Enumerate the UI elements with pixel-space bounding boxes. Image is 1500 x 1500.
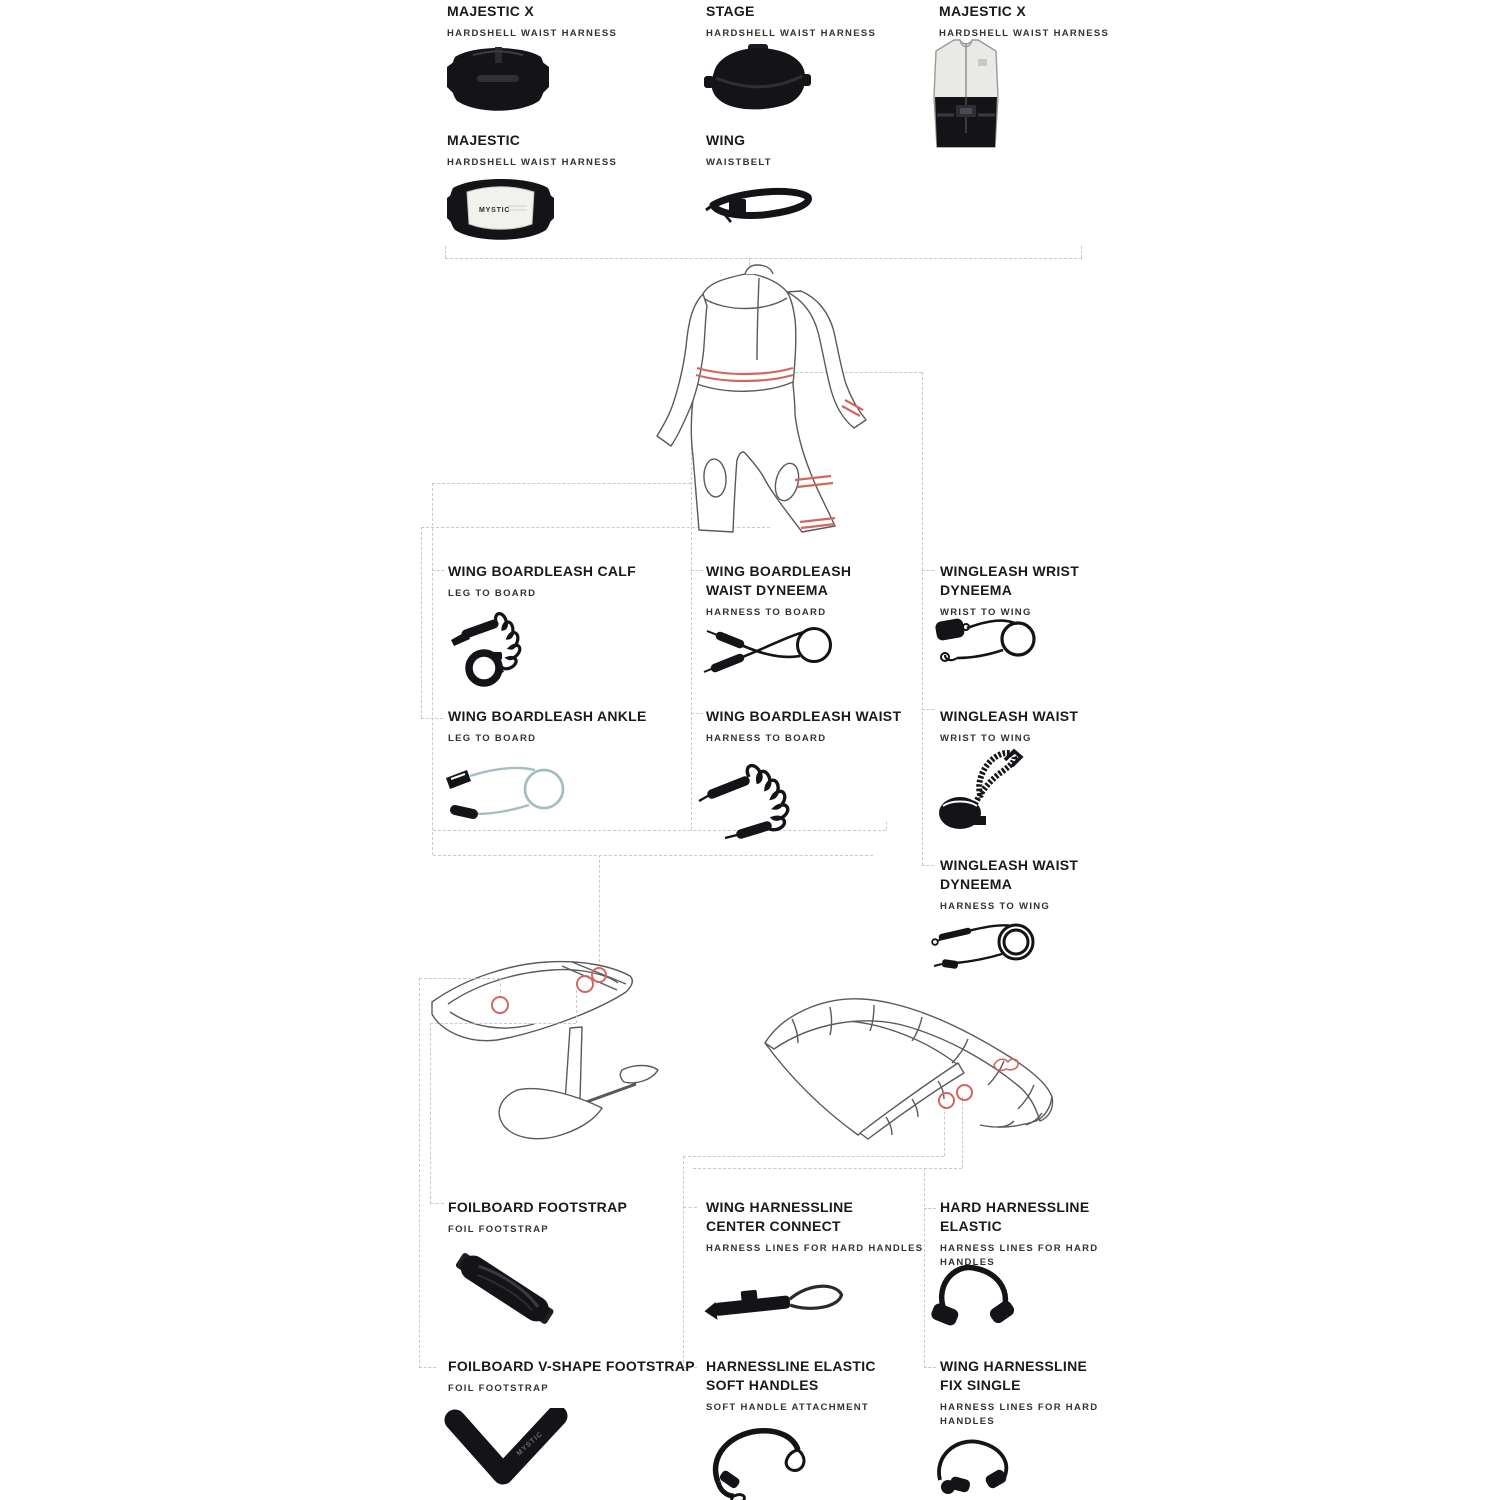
- connector-tick-fix-single: [924, 1367, 936, 1368]
- connector-tick-up-right: [886, 822, 887, 830]
- product-subtitle: FOIL FOOTSTRAP: [448, 1224, 549, 1235]
- connector-tick-ankle: [421, 718, 443, 719]
- product-title: WINGLEASH WAIST DYNEEMA: [940, 857, 1079, 892]
- connector-board-riser-b: [576, 990, 577, 1023]
- product-wingleash-wrist-dyneema[interactable]: [940, 562, 1110, 620]
- connector-rail-left-outer: [421, 527, 422, 718]
- connector-tick-waist-dyneema: [691, 570, 703, 571]
- product-subtitle: HARDSHELL WAIST HARNESS: [939, 28, 1110, 39]
- product-wing-waistbelt-image[interactable]: [703, 175, 818, 227]
- product-subtitle: LEG TO BOARD: [448, 588, 537, 599]
- product-majestic[interactable]: [447, 131, 657, 170]
- connector-rail-harnessline-mid: [683, 1156, 684, 1368]
- product-subtitle: HARDSHELL WAIST HARNESS: [447, 157, 618, 168]
- product-harnessline-center-connect-image[interactable]: [698, 1270, 848, 1335]
- product-title: FOILBOARD V-SHAPE FOOTSTRAP: [448, 1358, 695, 1374]
- connector-harnesses-row: [445, 258, 1082, 259]
- product-boardleash-waist-image[interactable]: [695, 745, 850, 841]
- majestic-brand-text: MYSTIC: [479, 207, 511, 214]
- product-title: STAGE: [706, 3, 755, 19]
- product-wing-boardleash-ankle[interactable]: [448, 707, 678, 746]
- product-foilboard-footstrap-image[interactable]: [445, 1240, 565, 1335]
- product-subtitle: HARDSHELL WAIST HARNESS: [447, 28, 618, 39]
- product-title: MAJESTIC X: [447, 3, 535, 19]
- product-title: WING BOARDLEASH ANKLE: [448, 708, 647, 724]
- product-wing-boardleash-waist-dyneema[interactable]: [706, 562, 936, 620]
- product-title: WING BOARDLEASH WAIST DYNEEMA: [706, 563, 852, 598]
- product-boardleash-ankle-image[interactable]: [443, 748, 573, 833]
- foilboard-illustration: [412, 952, 727, 1167]
- product-wing-harnessline-fix-single[interactable]: [940, 1357, 1125, 1429]
- product-harnessline-soft-handles-image[interactable]: [700, 1418, 820, 1500]
- connector-tick-wingleash-waist-dyneema: [922, 865, 934, 866]
- product-wingleash-waist-image[interactable]: [933, 742, 1028, 837]
- product-wingleash-waist-dyneema[interactable]: [940, 856, 1110, 914]
- wing-illustration: [752, 985, 1107, 1180]
- product-title: WING BOARDLEASH CALF: [448, 563, 636, 579]
- product-subtitle: HARNESS LINES FOR HARD HANDLES: [706, 1243, 924, 1254]
- product-wing-harnessline-center-connect[interactable]: [706, 1198, 956, 1256]
- vshape-brand-text: MYSTIC: [515, 1430, 545, 1458]
- connector-tick-footstrap: [430, 1203, 444, 1204]
- connector-board-riser-a: [500, 978, 501, 998]
- attachment-point-marker: [491, 996, 509, 1014]
- product-title: HARNESSLINE ELASTIC SOFT HANDLES: [706, 1358, 876, 1393]
- product-subtitle: HARNESS TO WING: [940, 901, 1051, 912]
- product-wing-waistbelt[interactable]: [706, 131, 916, 170]
- wetsuit-illustration: [645, 264, 885, 544]
- connector-tick-right: [1081, 246, 1082, 258]
- product-wingleash-waist[interactable]: [940, 707, 1110, 746]
- product-subtitle: HARNESS LINES FOR HARD HANDLES: [940, 1402, 1099, 1427]
- product-subtitle: HARNESS TO BOARD: [706, 607, 827, 618]
- product-stage-image[interactable]: [700, 38, 815, 116]
- connector-tick-boardleash-waist: [691, 713, 703, 714]
- product-boardleash-calf-image[interactable]: [448, 600, 568, 692]
- connector-leash-box-bottom2: [433, 855, 873, 856]
- product-vshape-footstrap-image[interactable]: [443, 1408, 568, 1500]
- product-subtitle: WRIST TO WING: [940, 607, 1032, 618]
- product-majestic-image[interactable]: [443, 168, 558, 246]
- attachment-point-marker: [591, 967, 607, 983]
- product-stage[interactable]: [706, 2, 916, 41]
- product-title: WING HARNESSLINE CENTER CONNECT: [706, 1199, 854, 1234]
- product-title: FOILBOARD FOOTSTRAP: [448, 1199, 628, 1215]
- product-title: MAJESTIC X: [939, 3, 1027, 19]
- product-title: WING HARNESSLINE FIX SINGLE: [940, 1358, 1088, 1393]
- product-foilboard-vshape-footstrap[interactable]: [448, 1357, 738, 1396]
- connector-board-stub-a: [419, 978, 500, 979]
- connector-wing-drop1: [944, 1106, 945, 1156]
- product-wing-boardleash-calf[interactable]: [448, 562, 663, 601]
- product-harnessline-elastic-soft-handles[interactable]: [706, 1357, 906, 1415]
- connector-board-stub-b: [430, 1023, 576, 1024]
- attachment-point-marker: [938, 1092, 955, 1109]
- connector-tick-left: [445, 246, 446, 258]
- connector-drop-to-board: [599, 855, 600, 967]
- product-wing-boardleash-waist[interactable]: [706, 707, 936, 746]
- product-title: WINGLEASH WRIST DYNEEMA: [940, 563, 1080, 598]
- product-foilboard-footstrap[interactable]: [448, 1198, 663, 1237]
- product-majestic-x-left-image[interactable]: [443, 35, 553, 120]
- product-hard-harnessline-elastic[interactable]: [940, 1198, 1125, 1270]
- product-title: HARD HARNESSLINE ELASTIC: [940, 1199, 1090, 1234]
- connector-tick-calf: [432, 570, 444, 571]
- product-subtitle: HARNESS TO BOARD: [706, 733, 827, 744]
- product-title: WING BOARDLEASH WAIST: [706, 708, 902, 724]
- product-subtitle: SOFT HANDLE ATTACHMENT: [706, 1402, 869, 1413]
- product-majestic-x-vest[interactable]: [939, 2, 1149, 41]
- product-majestic-x-left[interactable]: [447, 2, 657, 41]
- connector-tick-vshape: [419, 1367, 436, 1368]
- connector-rail-left-inner: [432, 483, 433, 855]
- connector-tick-center-connect: [683, 1207, 697, 1208]
- product-subtitle: HARDSHELL WAIST HARNESS: [706, 28, 877, 39]
- product-harnessline-fix-single-image[interactable]: [928, 1430, 1023, 1500]
- product-subtitle: WRIST TO WING: [940, 733, 1032, 744]
- connector-wing-drop2: [962, 1097, 963, 1168]
- product-majestic-x-vest-image[interactable]: [922, 35, 1012, 153]
- product-subtitle: HARNESS LINES FOR HARD HANDLES: [940, 1243, 1099, 1268]
- product-subtitle: WAISTBELT: [706, 157, 772, 168]
- product-title: MAJESTIC: [447, 132, 521, 148]
- product-title: WINGLEASH WAIST: [940, 708, 1079, 724]
- attachment-point-marker: [956, 1084, 973, 1101]
- product-boardleash-waist-dyneema-image[interactable]: [700, 612, 845, 687]
- product-title: WING: [706, 132, 746, 148]
- product-subtitle: LEG TO BOARD: [448, 733, 537, 744]
- product-subtitle: FOIL FOOTSTRAP: [448, 1383, 549, 1394]
